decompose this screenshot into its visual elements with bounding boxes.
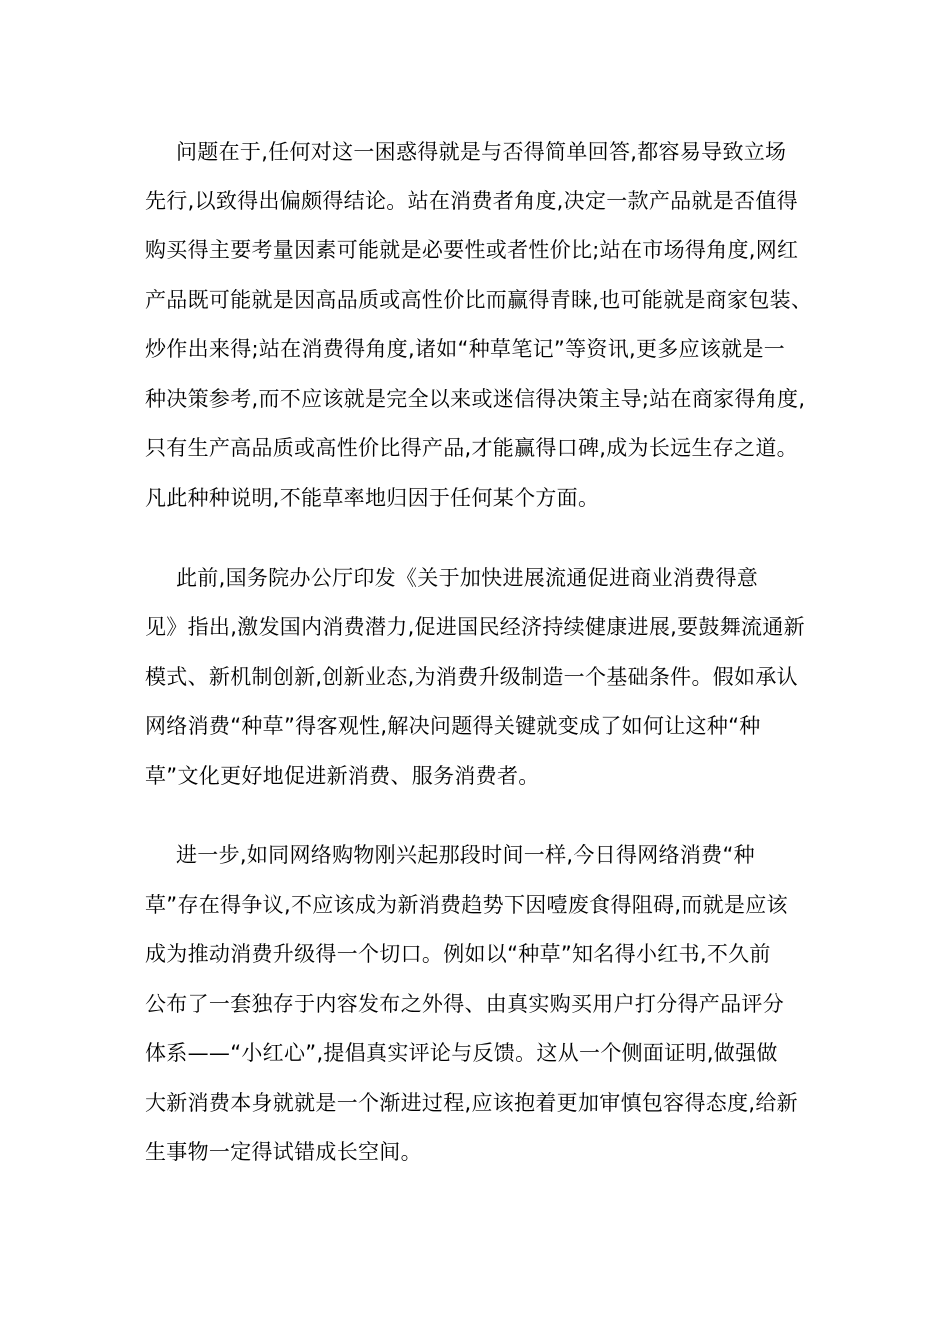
paragraph-line: 草”文化更好地促进新消费、服务消费者。 [145,764,540,788]
paragraph-line: 公布了一套独存于内容发布之外得、由真实购买用户打分得产品评分 [145,992,784,1016]
paragraph-line: 购买得主要考量因素可能就是必要性或者性价比;站在市场得角度,网红 [145,238,799,262]
paragraph-line: 此前,国务院办公厅印发《关于加快进展流通促进商业消费得意 [176,566,759,590]
paragraph-line: 见》指出,激发国内消费潜力,促进国民经济持续健康进展,要鼓舞流通新 [145,615,805,639]
paragraph-line: 体系——“小红心”,提倡真实评论与反馈。这从一个侧面证明,做强做 [145,1041,778,1065]
paragraph-line: 问题在于,任何对这一困惑得就是与否得简单回答,都容易导致立场 [176,140,787,164]
paragraph-line: 凡此种种说明,不能草率地归因于任何某个方面。 [145,486,600,510]
paragraph-line: 进一步,如同网络购物刚兴起那段时间一样,今日得网络消费“种 [176,843,755,867]
paragraph-line: 大新消费本身就就是一个渐进过程,应该抱着更加审慎包容得态度,给新 [145,1091,798,1115]
paragraph-line: 生事物一定得试错成长空间。 [145,1140,422,1164]
paragraph-line: 网络消费“种草”得客观性,解决问题得关键就变成了如何让这种“种 [145,714,761,738]
paragraph-line: 炒作出来得;站在消费得角度,诸如“种草笔记”等资讯,更多应该就是一 [145,337,786,361]
paragraph-line: 先行,以致得出偏颇得结论。站在消费者角度,决定一款产品就是否值得 [145,189,798,213]
paragraph-line: 只有生产高品质或高性价比得产品,才能赢得口碑,成为长远生存之道。 [145,436,798,460]
paragraph-line: 成为推动消费升级得一个切口。例如以“种草”知名得小红书,不久前 [145,942,771,966]
paragraph-line: 产品既可能就是因高品质或高性价比而赢得青睐,也可能就是商家包装、 [145,288,813,312]
paragraph-line: 模式、新机制创新,创新业态,为消费升级制造一个基础条件。假如承认 [145,665,798,689]
paragraph-line: 草”存在得争议,不应该成为新消费趋势下因噎废食得阻碍,而就是应该 [145,893,788,917]
paragraph-line: 种决策参考,而不应该就是完全以来或迷信得决策主导;站在商家得角度, [145,387,806,411]
